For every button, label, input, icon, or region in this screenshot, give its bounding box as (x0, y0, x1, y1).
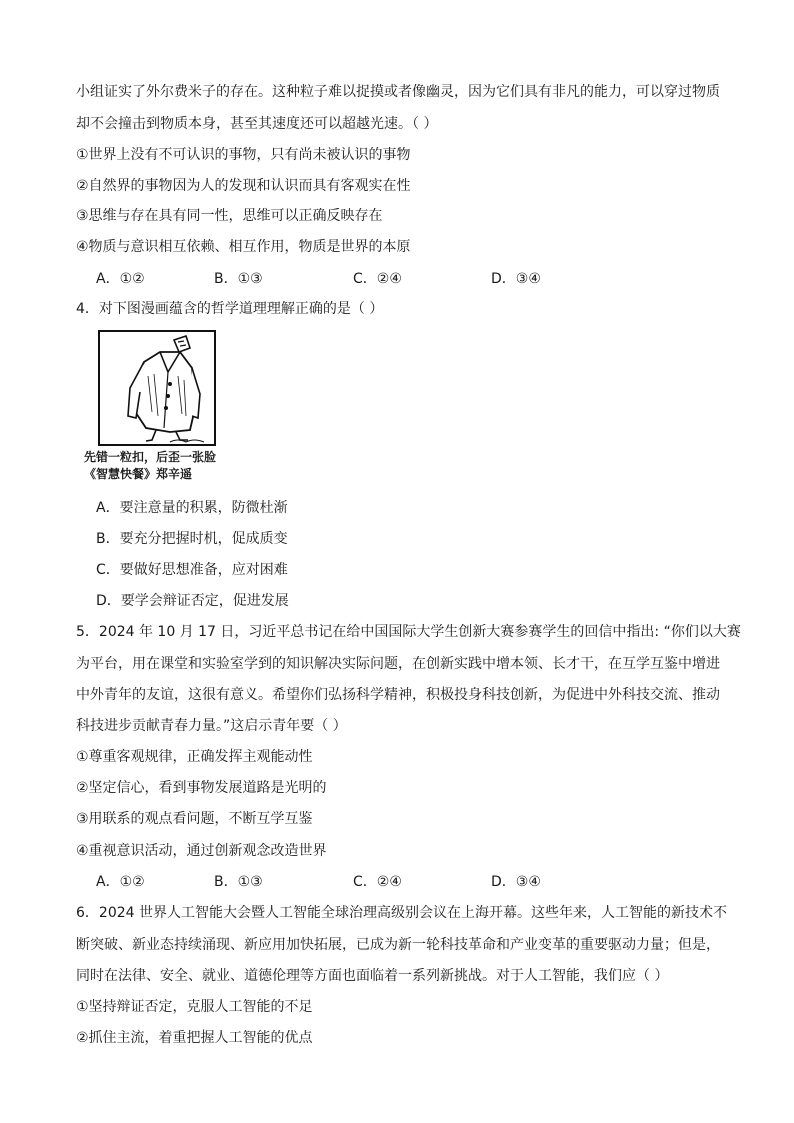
q6-stem-line3: 同时在法律、安全、就业、道德伦理等方面也面临着一系列新挑战。对于人工智能，我们应（ ） (76, 968, 669, 984)
q4-option-d[interactable]: D．要学会辩证否定，促进发展 (96, 593, 289, 609)
q5-statement-1: ①尊重客观规律，正确发挥主观能动性 (76, 749, 313, 765)
q4-option-c[interactable]: C．要做好思想准备，应对困难 (96, 562, 288, 578)
q3-statement-1: ①世界上没有不可认识的事物，只有尚未被认识的事物 (76, 147, 411, 163)
q3-option-a[interactable]: A．①② (96, 271, 145, 287)
q6-statement-1: ①坚持辩证否定，克服人工智能的不足 (76, 999, 313, 1015)
q3-statement-3: ③思维与存在具有同一性，思维可以正确反映存在 (76, 208, 383, 224)
q5-option-d[interactable]: D．③④ (491, 874, 541, 890)
q5-stem-line1: 5．2024 年 10 月 17 日，习近平总书记在给中国国际大学生创新大赛参赛学生的回信中指出: “你们以大赛 (76, 624, 741, 640)
q3-option-b[interactable]: B．①③ (214, 271, 263, 287)
q6-stem-line2: 断突破、新业态持续涌现、新应用加快拓展，已成为新一轮科技革命和产业变革的重要驱动力量；但是， (76, 937, 720, 953)
q6-statement-2: ②抓住主流，着重把握人工智能的优点 (76, 1030, 313, 1046)
q5-stem-line2: 为平台，用在课堂和实验室学到的知识解决实际问题，在创新实践中增本领、长才干，在互学互鉴中增进 (76, 656, 720, 672)
q5-stem-line3: 中外青年的友谊，这很有意义。希望你们弘扬科学精神，积极投身科技创新，为促进中外科技交流、推动 (76, 687, 720, 703)
q3-option-d[interactable]: D．③④ (491, 271, 541, 287)
q5-statement-3: ③用联系的观点看问题，不断互学互鉴 (76, 811, 313, 827)
cartoon-illustration (98, 330, 216, 446)
q4-stem: 4．对下图漫画蕴含的哲学道理理解正确的是（ ） (76, 301, 384, 317)
q5-option-a[interactable]: A．①② (96, 874, 145, 890)
cartoon-caption-title: 先错一粒扣，后歪一张脸 (84, 450, 217, 464)
q5-stem-line4: 科技进步贡献青春力量。”这启示青年要（ ） (76, 718, 347, 734)
q3-statement-2: ②自然界的事物因为人的发现和认识而具有客观实在性 (76, 178, 411, 194)
cartoon-caption-author: 《智慧快餐》郑辛遥 (84, 467, 193, 481)
q3-option-c[interactable]: C．②④ (353, 271, 402, 287)
q4-option-b[interactable]: B．要充分把握时机，促成质变 (96, 531, 288, 547)
q6-stem-line1: 6．2024 世界人工智能大会暨人工智能全球治理高级别会议在上海开幕。这些年来，人工智能的新技术不 (76, 905, 727, 921)
q3-stem-line2: 却不会撞击到物质本身，甚至其速度还可以超越光速。（ ） (76, 116, 438, 132)
q4-option-a[interactable]: A．要注意量的积累，防微杜渐 (96, 500, 288, 516)
q5-option-b[interactable]: B．①③ (214, 874, 263, 890)
coat-cartoon-icon (100, 332, 214, 444)
q5-option-c[interactable]: C．②④ (353, 874, 402, 890)
q3-statement-4: ④物质与意识相互依赖、相互作用，物质是世界的本原 (76, 239, 411, 255)
q5-statement-4: ④重视意识活动，通过创新观念改造世界 (76, 843, 327, 859)
q3-stem-line1: 小组证实了外尔费米子的存在。这种粒子难以捉摸或者像幽灵，因为它们具有非凡的能力，可以穿过物质 (76, 84, 720, 100)
q5-statement-2: ②坚定信心，看到事物发展道路是光明的 (76, 780, 327, 796)
